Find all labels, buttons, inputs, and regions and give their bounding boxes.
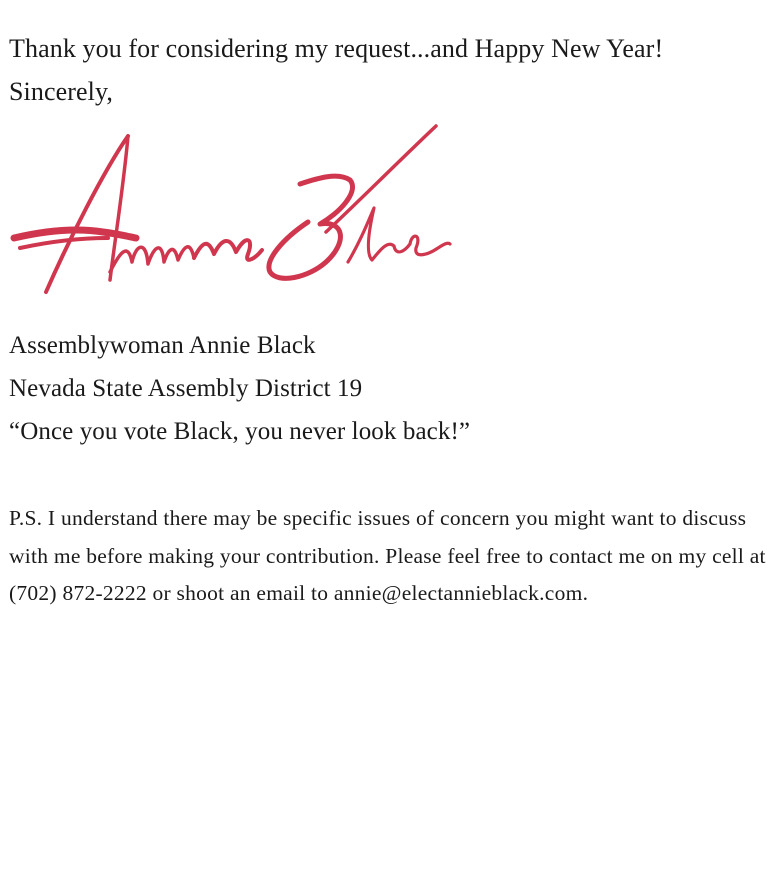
closing-line: Thank you for considering my request...and Happy New Year!: [9, 34, 664, 63]
signer-name: Assemblywoman Annie Black: [9, 332, 316, 359]
postscript: P.S. I understand there may be specific issues of concern you might want to discuss with me before making your contribution. Please feel free to contact me on my cell at (702) 872-2222 or shoot an email to annie@electannieblack.com.: [9, 506, 766, 605]
signer-title: Nevada State Assembly District 19: [9, 375, 363, 402]
handwritten-signature: [8, 122, 453, 302]
campaign-slogan: “Once you vote Black, you never look back!”: [9, 418, 471, 445]
sign-off: Sincerely,: [9, 77, 113, 106]
